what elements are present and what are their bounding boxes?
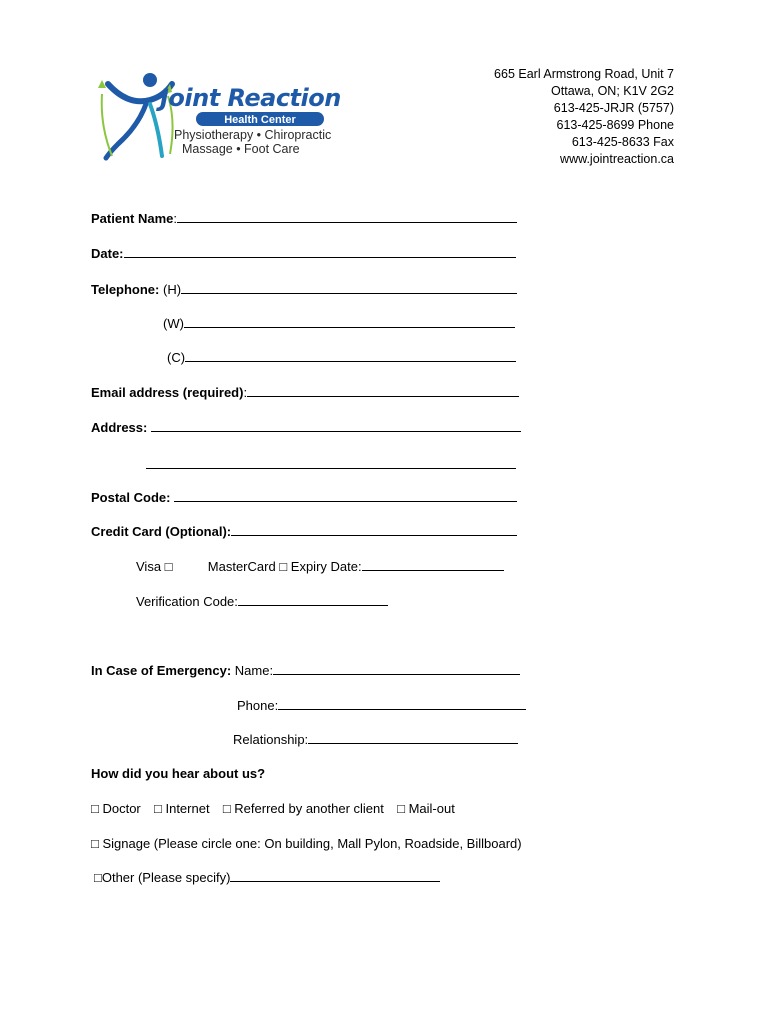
option-other[interactable]: □Other (Please specify) <box>94 870 231 885</box>
credit-card-label: Credit Card (Optional): <box>91 524 232 539</box>
patient-name-colon: : <box>173 211 177 226</box>
visa-checkbox[interactable]: Visa □ <box>136 559 173 574</box>
option-mailout[interactable]: □ Mail-out <box>397 801 455 816</box>
clinic-address-block <box>494 66 674 168</box>
address-field-1[interactable] <box>151 419 521 432</box>
date-field[interactable] <box>124 245 516 258</box>
emergency-phone-field[interactable] <box>278 697 526 710</box>
phone-number: 613-425-8699 Phone <box>556 118 674 132</box>
phone-letters: 613-425-JRJR (5757) <box>553 101 674 115</box>
option-doctor[interactable]: □ Doctor <box>91 801 141 816</box>
postal-code-label: Postal Code: <box>91 490 171 505</box>
emergency-name-label: Name: <box>234 663 274 678</box>
credit-card-field[interactable] <box>231 523 517 536</box>
clinic-logo <box>98 66 341 166</box>
address-line-1: 665 Earl Armstrong Road, Unit 7 <box>494 67 674 81</box>
address-row-2 <box>146 456 516 472</box>
emergency-phone-label: Phone: <box>237 698 279 713</box>
telephone-work-row <box>163 315 515 331</box>
tel-cell-label: (C) <box>167 350 186 365</box>
hear-about-heading: How did you hear about us? <box>91 766 266 781</box>
emergency-name-row <box>91 662 520 678</box>
date-label: Date: <box>91 246 124 261</box>
emergency-label: In Case of Emergency: <box>91 663 232 678</box>
email-colon: : <box>243 385 248 400</box>
mastercard-checkbox[interactable]: MasterCard □ <box>207 559 288 574</box>
logo-tagline-bar <box>196 112 324 126</box>
telephone-label: Telephone: <box>91 282 160 297</box>
option-referred[interactable]: □ Referred by another client <box>222 801 384 816</box>
logo-services-2: Massage • Foot Care <box>182 142 300 156</box>
verification-row <box>136 593 388 609</box>
other-field[interactable] <box>230 869 440 882</box>
address-row <box>91 419 521 435</box>
emergency-relationship-field[interactable] <box>308 731 518 744</box>
emergency-phone-row <box>237 697 526 713</box>
website: www.jointreaction.ca <box>560 152 674 166</box>
patient-name-row <box>91 210 517 226</box>
address-line-2: Ottawa, ON; K1V 2G2 <box>551 84 674 98</box>
logo-brand: Joint Reaction <box>160 84 341 112</box>
emergency-relationship-row <box>233 731 518 747</box>
email-row <box>91 384 519 400</box>
patient-name-label: Patient Name <box>91 211 174 226</box>
telephone-cell-row <box>167 349 516 365</box>
logo-tagline: Health Center <box>224 114 296 126</box>
postal-code-row <box>91 489 517 505</box>
patient-name-field[interactable] <box>177 210 517 223</box>
expiry-field[interactable] <box>362 558 504 571</box>
fax-number: 613-425-8633 Fax <box>571 135 674 149</box>
credit-card-row <box>91 523 517 539</box>
option-signage[interactable]: □ Signage (Please circle one: On building, Mall Pylon, Roadside, Billboard) <box>91 836 522 851</box>
emergency-name-field[interactable] <box>273 662 520 675</box>
card-type-row <box>136 558 504 574</box>
logo-services-1: Physiotherapy • Chiropractic <box>174 128 332 142</box>
telephone-home-row <box>91 281 517 297</box>
postal-code-field[interactable] <box>174 489 517 502</box>
expiry-label: Expiry Date: <box>290 559 362 574</box>
other-row <box>94 869 440 885</box>
tel-cell-field[interactable] <box>185 349 516 362</box>
verification-label: Verification Code: <box>136 594 238 609</box>
emergency-relationship-label: Relationship: <box>233 732 309 747</box>
tel-work-label: (W) <box>163 316 184 331</box>
tel-home-label: (H) <box>163 282 182 297</box>
verification-field[interactable] <box>238 593 388 606</box>
tel-work-field[interactable] <box>184 315 515 328</box>
date-row <box>91 245 516 261</box>
tel-home-field[interactable] <box>181 281 517 294</box>
logo-figure-icon <box>98 66 178 166</box>
email-field[interactable] <box>247 384 519 397</box>
option-internet[interactable]: □ Internet <box>154 801 210 816</box>
address-label: Address: <box>91 420 148 435</box>
address-field-2[interactable] <box>146 456 516 469</box>
email-label: Email address (required) <box>91 385 244 400</box>
hear-about-options-row <box>91 801 455 816</box>
